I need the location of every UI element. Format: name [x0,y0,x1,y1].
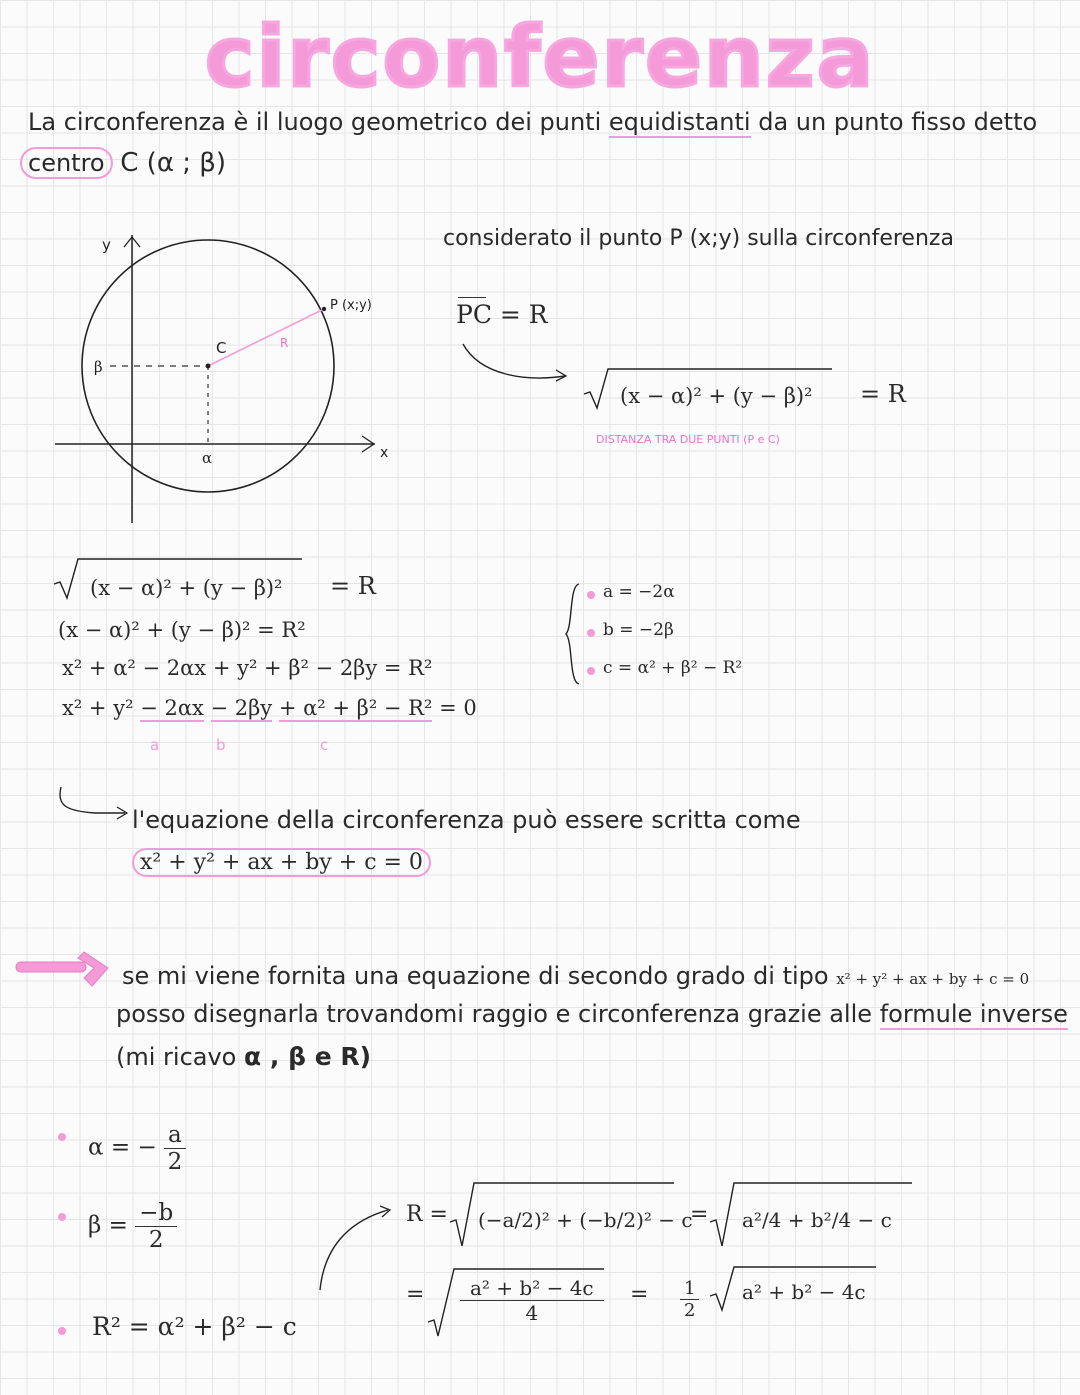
beta-numerator: −b [135,1200,177,1227]
formula-bullet-alpha [58,1133,66,1141]
general-equation-text: l'equazione della circonferenza può essere scritta come [132,806,801,834]
formula-bullet-r2 [58,1327,66,1335]
point-label: P (x;y) [330,298,372,313]
derivation-line-3: x² + α² − 2αx + y² + β² − 2βy = R² [62,656,433,680]
system-bullet-3 [587,667,595,675]
r-radicand-4: a² + b² − 4c [742,1280,866,1304]
definition-line-2 [20,148,226,178]
derivation-radicand: (x − α)² + (y − β)² [90,576,283,600]
r-squared-formula: R² = α² + β² − c [92,1312,297,1341]
r-radicand-2-a: a²/4 [742,1208,782,1232]
r-equals-2: = [690,1202,709,1227]
general-equation: x² + y² + ax + by + c = 0 [132,848,431,877]
label-c: c [320,736,329,754]
r-radicand-3-fraction [460,1276,604,1325]
inverse-line-3-text: (mi ricavo [116,1043,237,1071]
alpha-formula [88,1122,186,1175]
alpha-denominator: 2 [167,1149,183,1175]
pc-equals-r: PC = R [456,300,548,329]
derivation-equals-r: = R [330,572,376,600]
centro-boxed-word: centro [20,147,113,179]
inverse-line-2-text: posso disegnarla trovandomi raggio e circonferenza grazie alle [116,1000,873,1028]
page-title: circonferenza [204,8,876,106]
distance-radicand: (x − α)² + (y − β)² [620,384,813,408]
line4-part-zero: = 0 [439,696,477,720]
alpha-sign: − [137,1134,157,1161]
derivation-line-4 [62,696,477,720]
system-bullet-2 [587,629,595,637]
half-fraction-inner [680,1278,699,1321]
r-radicand-1: (−a/2)² + (−b/2)² − c [478,1208,693,1232]
beta-fraction [135,1200,177,1253]
beta-lhs: β = [88,1212,128,1239]
formula-bullet-beta [58,1213,66,1221]
alpha-lhs: α = [88,1134,131,1161]
definition-underlined-word: equidistanti [608,108,751,136]
center-coordinates: C (α ; β) [120,148,226,178]
alpha-fraction [164,1122,186,1175]
line4-part-x2y2: x² + y² [62,696,134,720]
point-intro-text: considerato il punto P (x;y) sulla circonferenza [443,226,954,251]
big-pink-arrow [14,948,114,990]
inverse-line-1 [122,962,1029,990]
system-item-2: b = −2β [603,620,674,640]
label-a: a [150,736,160,754]
center-label: C [216,339,227,357]
system-item-1: a = −2α [603,582,675,602]
system-bullet-1 [587,591,595,599]
inverse-line-2 [116,1000,1068,1028]
distance-equals-r: = R [860,380,906,408]
r-radicand-3-numerator: a² + b² − 4c [460,1276,604,1301]
alpha-label: α [202,449,213,467]
circle-graph [40,225,410,535]
half-denominator: 2 [684,1300,696,1321]
pc-overline [458,297,486,298]
radius-label: R [280,336,289,350]
line4-part-a: − 2αx [140,696,204,720]
definition-text-start: La circonferenza è il luogo geometrico dei punti [28,108,602,136]
line4-part-c: + α² + β² − R² [278,696,433,720]
r-equals-4: = [630,1282,649,1307]
beta-denominator: 2 [148,1227,164,1253]
formule-inverse-underlined: formule inverse [879,1000,1068,1028]
half-numerator: 1 [680,1278,699,1300]
definition-text-end: da un punto fisso detto [758,108,1038,136]
radius-line [208,309,324,366]
r-equals-3: = [406,1282,425,1307]
r-radicand-2-b: + b²/4 − c [787,1208,892,1232]
beta-label: β [94,358,103,376]
point-p [322,307,326,311]
hook-arrow [55,785,135,825]
definition-line-1 [28,108,1037,136]
system-brace [563,582,583,686]
r-lhs: R = [406,1202,448,1227]
inverse-line-1-equation: x² + y² + ax + by + c = 0 [836,970,1030,988]
curved-arrow [455,340,585,390]
formula-arrow [316,1200,406,1295]
inverse-line-3-bold: α , β e R) [244,1042,372,1071]
r-radicand-3 [460,1276,604,1325]
r-radicand-3-denominator: 4 [525,1301,539,1325]
line4-part-b: − 2βy [210,696,273,720]
center-point [206,364,211,369]
y-axis-label: y [102,236,111,254]
half-fraction [680,1278,699,1321]
r-radicand-2 [742,1208,892,1232]
label-b: b [216,736,226,754]
derivation-line-2: (x − α)² + (y − β)² = R² [58,618,306,642]
x-axis-label: x [380,445,389,461]
distance-note: DISTANZA TRA DUE PUNTI (P e C) [596,433,780,446]
inverse-line-1-text: se mi viene fornita una equazione di secondo grado di tipo [122,962,829,990]
alpha-numerator: a [164,1122,186,1149]
beta-formula [88,1200,177,1253]
system-item-3: c = α² + β² − R² [603,658,743,678]
inverse-line-3 [116,1042,371,1071]
